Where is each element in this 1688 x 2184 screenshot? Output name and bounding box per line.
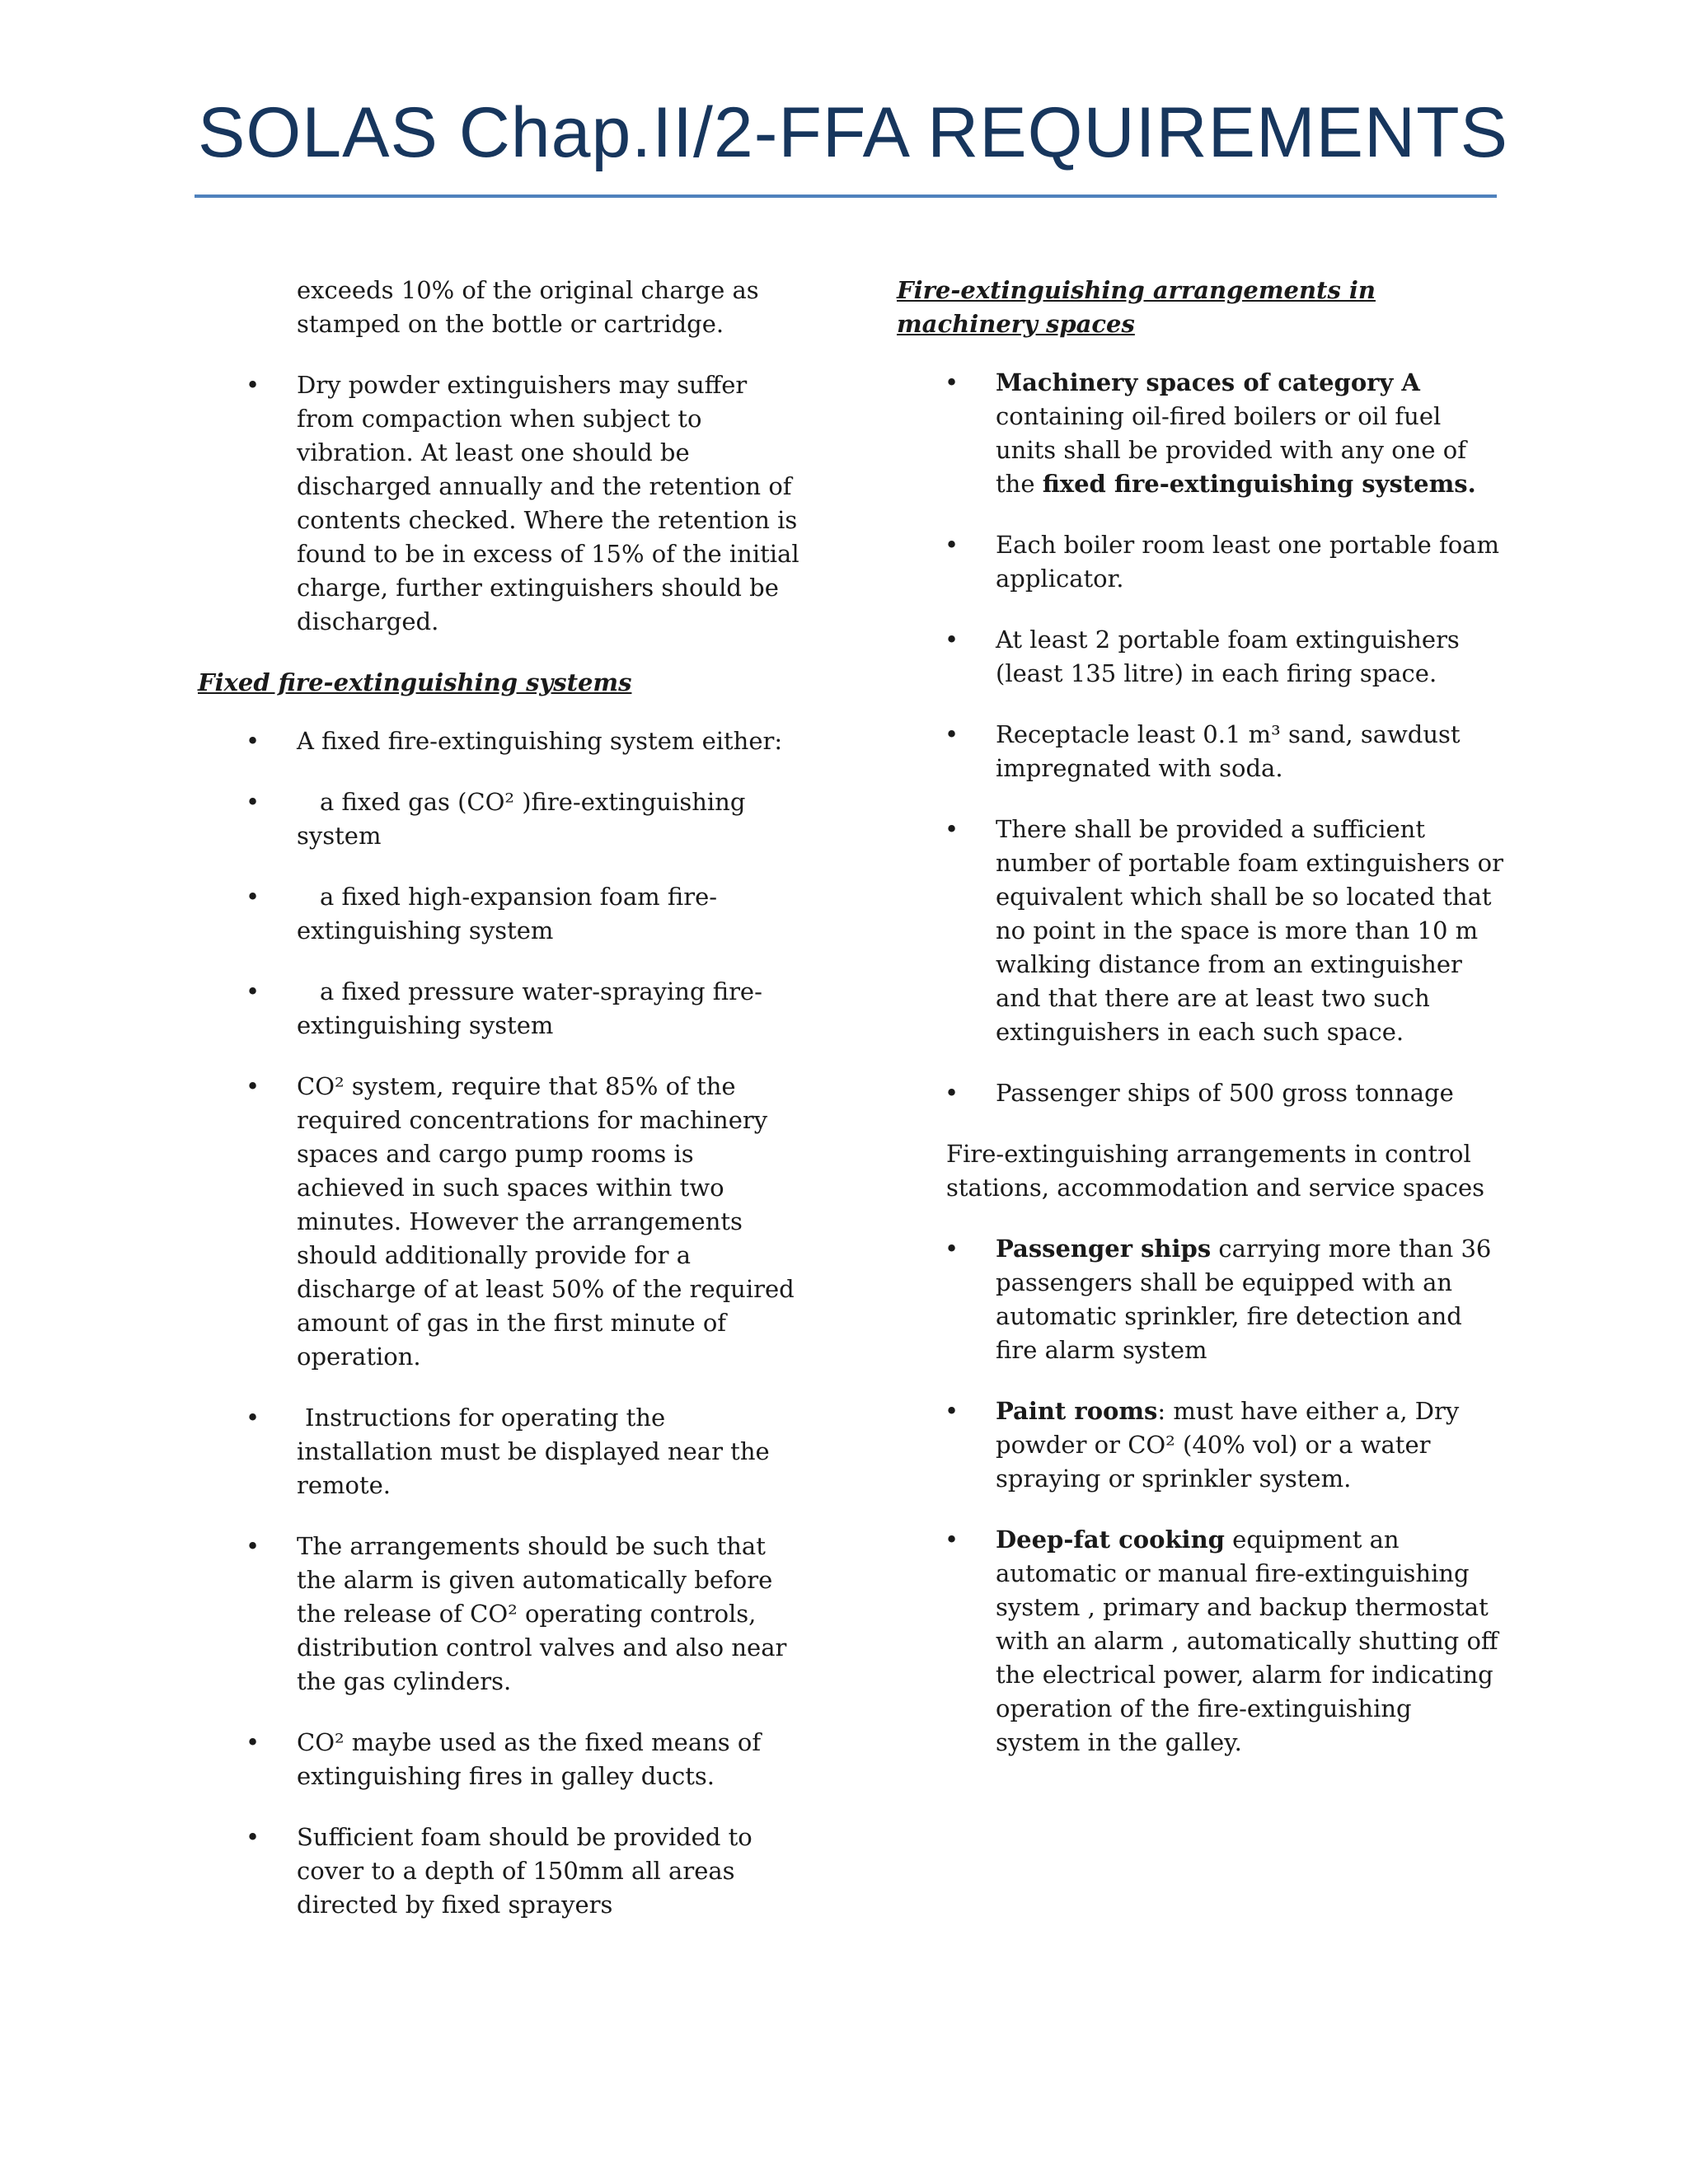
list-item-text: Dry powder extinguishers may suffer from compaction when subject to vibration. At least one should be discharged annually and the retention of contents checked. Where the retention is found to be in excess of 15% of the initial charge, further extinguishers should be discharged. bbox=[297, 371, 799, 635]
list-item bbox=[198, 1726, 808, 1793]
list-item-text: Each boiler room least one portable foam applicator. bbox=[996, 531, 1499, 593]
list-item-text: Instructions for operating the installation must be displayed near the remote. bbox=[297, 1404, 770, 1499]
list-item-text: a fixed gas (CO² )fire-extinguishing system bbox=[297, 788, 746, 850]
list-item-bold: fixed fire-extinguishing systems. bbox=[1042, 470, 1476, 498]
paragraph-control-stations: Fire-extinguishing arrangements in control stations, accommodation and service spaces bbox=[946, 1140, 1484, 1202]
list-item bbox=[897, 528, 1503, 596]
bullet-icon: • bbox=[945, 368, 959, 396]
list-item-text: containing oil-fired boilers or oil fuel units shall be provided with any one of the bbox=[996, 402, 1466, 498]
bullet-icon: • bbox=[945, 1397, 959, 1425]
list-item-text: a fixed pressure water-spraying fire-extinguishing system bbox=[297, 977, 762, 1039]
right-column bbox=[897, 274, 1503, 1787]
bullet-icon: • bbox=[246, 883, 260, 911]
right-list-machinery bbox=[897, 366, 1503, 1110]
list-item-bold: Passenger ships bbox=[996, 1235, 1212, 1263]
left-column bbox=[198, 274, 808, 1949]
list-item-text: Sufficient foam should be provided to cover to a depth of 150mm all areas directed by fixed sprayers bbox=[297, 1823, 753, 1919]
bullet-icon: • bbox=[246, 1532, 260, 1560]
bullet-icon: • bbox=[246, 788, 260, 816]
list-item bbox=[198, 1401, 808, 1502]
list-item-bold: Deep-fat cooking bbox=[996, 1526, 1225, 1554]
right-list-accommodation bbox=[897, 1232, 1503, 1760]
list-item bbox=[198, 1070, 808, 1374]
list-item-text: Passenger ships of 500 gross tonnage bbox=[996, 1079, 1454, 1107]
bullet-icon: • bbox=[945, 531, 959, 559]
list-item bbox=[897, 718, 1503, 785]
list-item-text: The arrangements should be such that the alarm is given automatically before the release of CO² operating controls, distribution control valves and also near the gas cylinders. bbox=[297, 1532, 787, 1695]
list-item-text: : must have either a, Dry powder or CO² (40% vol) or a water spraying or sprinkler system. bbox=[996, 1397, 1460, 1493]
list-item-text: Receptacle least 0.1 m³ sand, sawdust impregnated with soda. bbox=[996, 720, 1461, 782]
list-item bbox=[897, 813, 1503, 1049]
bullet-icon: • bbox=[945, 815, 959, 843]
left-list-top bbox=[198, 274, 808, 639]
bullet-icon: • bbox=[945, 626, 959, 654]
section-heading-machinery-spaces: Fire-extinguishing arrangements in machinery spaces bbox=[897, 276, 1376, 338]
list-item bbox=[198, 975, 808, 1043]
list-item bbox=[198, 1530, 808, 1699]
list-item bbox=[198, 880, 808, 948]
bullet-icon: • bbox=[246, 1728, 260, 1756]
list-item-text: equipment an automatic or manual fire-extinguishing system , primary and backup thermostat with an alarm , automatically shutting off the electrical power, alarm for indicating operation of the fire-extinguishing system in the galley. bbox=[996, 1526, 1498, 1756]
bullet-icon: • bbox=[246, 727, 260, 755]
left-list-fixed bbox=[198, 724, 808, 1922]
bullet-icon: • bbox=[246, 977, 260, 1005]
bullet-icon: • bbox=[246, 1823, 260, 1851]
list-item-bold: Machinery spaces of category A bbox=[996, 368, 1420, 396]
list-item-bold: Paint rooms bbox=[996, 1397, 1158, 1425]
bullet-icon: • bbox=[945, 1079, 959, 1107]
list-item bbox=[897, 1523, 1503, 1760]
list-item bbox=[198, 724, 808, 758]
list-item bbox=[897, 1232, 1503, 1367]
list-item-text: exceeds 10% of the original charge as stamped on the bottle or cartridge. bbox=[297, 276, 759, 338]
list-item bbox=[897, 623, 1503, 691]
bullet-icon: • bbox=[246, 371, 260, 399]
list-item bbox=[897, 1076, 1503, 1110]
list-item bbox=[897, 366, 1503, 501]
section-heading-fixed-systems: Fixed fire-extinguishing systems bbox=[198, 668, 632, 696]
list-item bbox=[198, 785, 808, 853]
list-item-text: CO² system, require that 85% of the required concentrations for machinery spaces and cargo pump rooms is achieved in such spaces within two minutes. However the arrangements should additionally provide for a discharge of at least 50% of the required amount of gas in the first minute of operation. bbox=[297, 1072, 795, 1371]
bullet-icon: • bbox=[945, 720, 959, 748]
list-item-text: a fixed high-expansion foam fire-extinguishing system bbox=[297, 883, 718, 944]
list-item-text: There shall be provided a sufficient number of portable foam extinguishers or equivalent which shall be so located that no point in the space is more than 10 m walking distance from an extinguisher and that there are at least two such extinguishers in each such space. bbox=[996, 815, 1503, 1046]
bullet-icon: • bbox=[945, 1526, 959, 1554]
bullet-icon: • bbox=[246, 1072, 260, 1100]
list-item-text: A fixed fire-extinguishing system either: bbox=[297, 727, 783, 755]
list-item-text: At least 2 portable foam extinguishers (least 135 litre) in each firing space. bbox=[996, 626, 1460, 687]
list-item bbox=[198, 1821, 808, 1922]
bullet-icon: • bbox=[945, 1235, 959, 1263]
title-rule bbox=[195, 194, 1497, 198]
bullet-icon: • bbox=[246, 1404, 260, 1432]
list-item bbox=[198, 368, 808, 639]
list-item-text: CO² maybe used as the fixed means of extinguishing fires in galley ducts. bbox=[297, 1728, 762, 1790]
list-item bbox=[897, 1394, 1503, 1496]
page-title: SOLAS Chap.II/2-FFA REQUIREMENTS bbox=[198, 93, 1508, 172]
list-item-continuation bbox=[198, 274, 808, 341]
list-item-text: carrying more than 36 passengers shall be equipped with an automatic sprinkler, fire detection and fire alarm system bbox=[996, 1235, 1492, 1364]
